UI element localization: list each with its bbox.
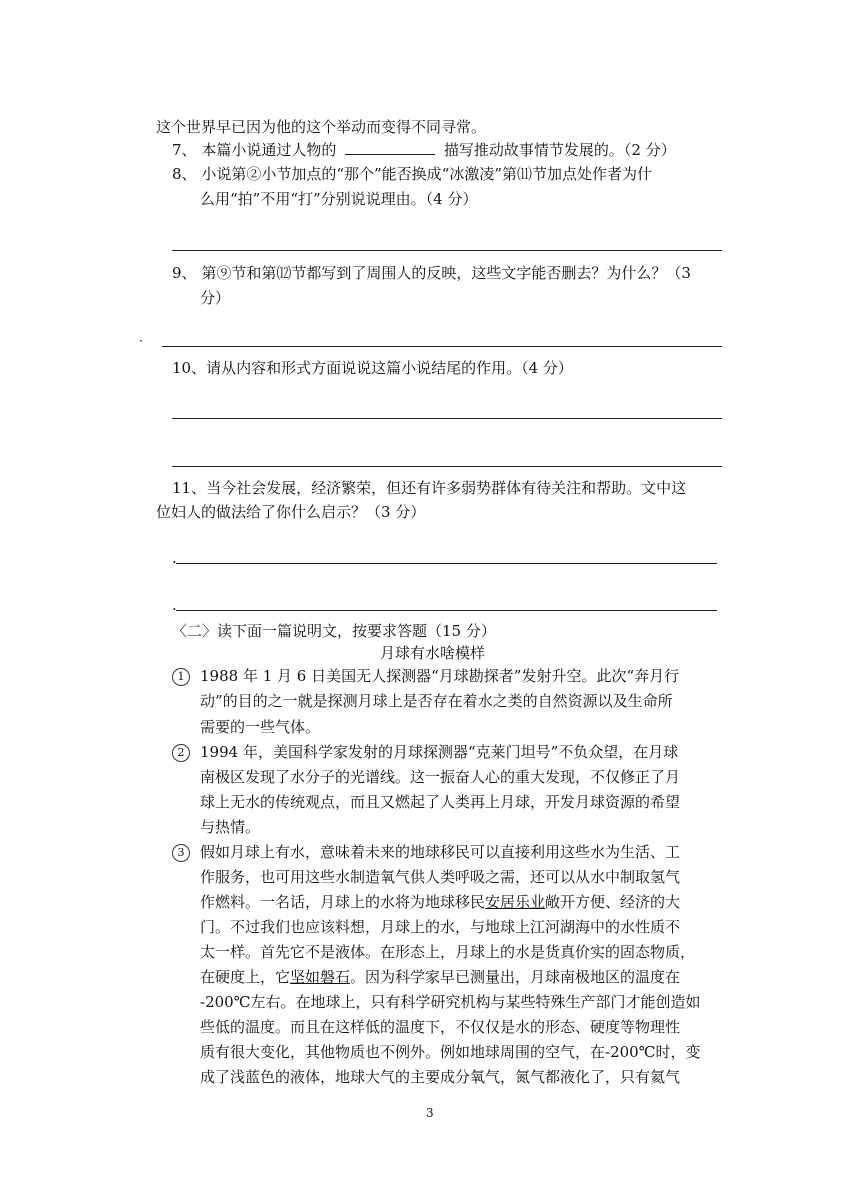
q8-answer-line[interactable] <box>172 250 722 251</box>
q8-text-2: 么用“拍”不用“打”分别说说理由。（4 分） <box>200 190 478 208</box>
p3-line-6: 在硬度上，它坚如磐石。因为科学家早已测量出，月球南极地区的温度在 <box>200 968 681 986</box>
p3-line-4: 门。不过我们也应该料想，月球上的水，与地球上江河湖海中的水性质不 <box>200 918 681 936</box>
q7-answer-blank[interactable] <box>345 140 435 155</box>
q9-text-2: 分） <box>200 289 231 307</box>
paragraph-1-marker: 1 <box>172 668 190 686</box>
q8-number: 8、 <box>172 165 197 183</box>
underlined-phrase-anju: 安居乐业 <box>485 893 546 911</box>
question-11-line2: 位妇人的做法给了你什么启示？（3 分） <box>156 503 426 521</box>
article-title: 月球有水啥模样 <box>380 644 486 662</box>
q11-answer-line-1[interactable] <box>176 563 717 564</box>
answer-dot-1: . <box>172 549 177 567</box>
p2-line-2: 南极区发现了水分子的光谱线。这一振奋人心的重大发现，不仅修正了月 <box>200 768 681 786</box>
q7-number: 7、 <box>172 141 197 159</box>
p3-line-8: 些低的温度。而且在这样低的温度下，不仅仅是水的形态、硬度等物理性 <box>200 1018 681 1036</box>
p2-line-4: 与热情。 <box>200 818 261 836</box>
underlined-phrase-jianru: 坚如磐石 <box>290 968 351 986</box>
p1-line-3: 需要的一些气体。 <box>200 718 321 736</box>
q9-text-1: 第⑨节和第⑿节都写到了周围人的反映，这些文字能否删去？为什么？（3 <box>201 264 691 282</box>
p1-line-1: 1988 年 1 月 6 日美国无人探测器“月球勘探者”发射升空。此次“奔月行 <box>200 667 680 685</box>
answer-dot-2: . <box>172 596 177 614</box>
paragraph-3-marker: 3 <box>172 844 190 862</box>
section-2-heading: 〈二〉读下面一篇说明文，按要求答题（15 分） <box>172 622 496 640</box>
q10-answer-line-1[interactable] <box>172 418 722 419</box>
q7-text-after: 描写推动故事情节发展的。（2 分） <box>443 141 676 159</box>
continuation-text: 这个世界早已因为他的这个举动而变得不同寻常。 <box>156 118 487 136</box>
stray-dot: · <box>139 334 143 348</box>
q9-answer-line[interactable] <box>162 346 722 347</box>
p3-line-1: 假如月球上有水，意味着未来的地球移民可以直接利用这些水为生活、工 <box>200 843 681 861</box>
p3-line-5: 太一样。首先它不是液体。在形态上，月球上的水是货真价实的固态物质， <box>200 943 696 961</box>
p3-line-9: 质有很大变化，其他物质也不例外。例如地球周围的空气，在-200℃时，变 <box>200 1043 701 1061</box>
q7-text-before: 本篇小说通过人物的 <box>201 141 337 159</box>
question-10: 10、请从内容和形式方面说说这篇小说结尾的作用。（4 分） <box>172 359 573 377</box>
p2-line-3: 球上无水的传统观点，而且又燃起了人类再上月球，开发月球资源的希望 <box>200 793 681 811</box>
question-9-line1 <box>172 262 691 283</box>
question-11-line1: 11、当今社会发展，经济繁荣，但还有许多弱势群体有待关注和帮助。文中这 <box>172 479 687 497</box>
paragraph-2-marker: 2 <box>172 744 190 762</box>
page-number: 3 <box>426 1106 434 1120</box>
q11-answer-line-2[interactable] <box>176 610 717 611</box>
q9-number: 9、 <box>172 264 197 282</box>
p3-line-7: -200℃左右。在地球上，只有科学研究机构与某些特殊生产部门才能创造如 <box>200 993 701 1011</box>
p2-line-1: 1994 年，美国科学家发射的月球探测器“克莱门坦号”不负众望，在月球 <box>200 743 679 761</box>
q8-text-1: 小说第②小节加点的“那个”能否换成“冰激凌”第⑾节加点处作者为什 <box>201 165 653 183</box>
p3-line-10: 成了浅蓝色的液体，地球大气的主要成分氧气，氮气都液化了，只有氦气 <box>200 1068 681 1086</box>
question-8-line1 <box>172 163 652 184</box>
question-7 <box>172 139 676 160</box>
p3-line-3: 作燃料。一名话，月球上的水将为地球移民安居乐业敞开方便、经济的大 <box>200 893 681 911</box>
q10-answer-line-2[interactable] <box>172 466 722 467</box>
p1-line-2: 动”的目的之一就是探测月球上是否存在着水之类的自然资源以及生命所 <box>200 692 673 710</box>
p3-line-2: 作服务，也可用这些水制造氧气供人类呼吸之需，还可以从水中制取氢气 <box>200 868 681 886</box>
